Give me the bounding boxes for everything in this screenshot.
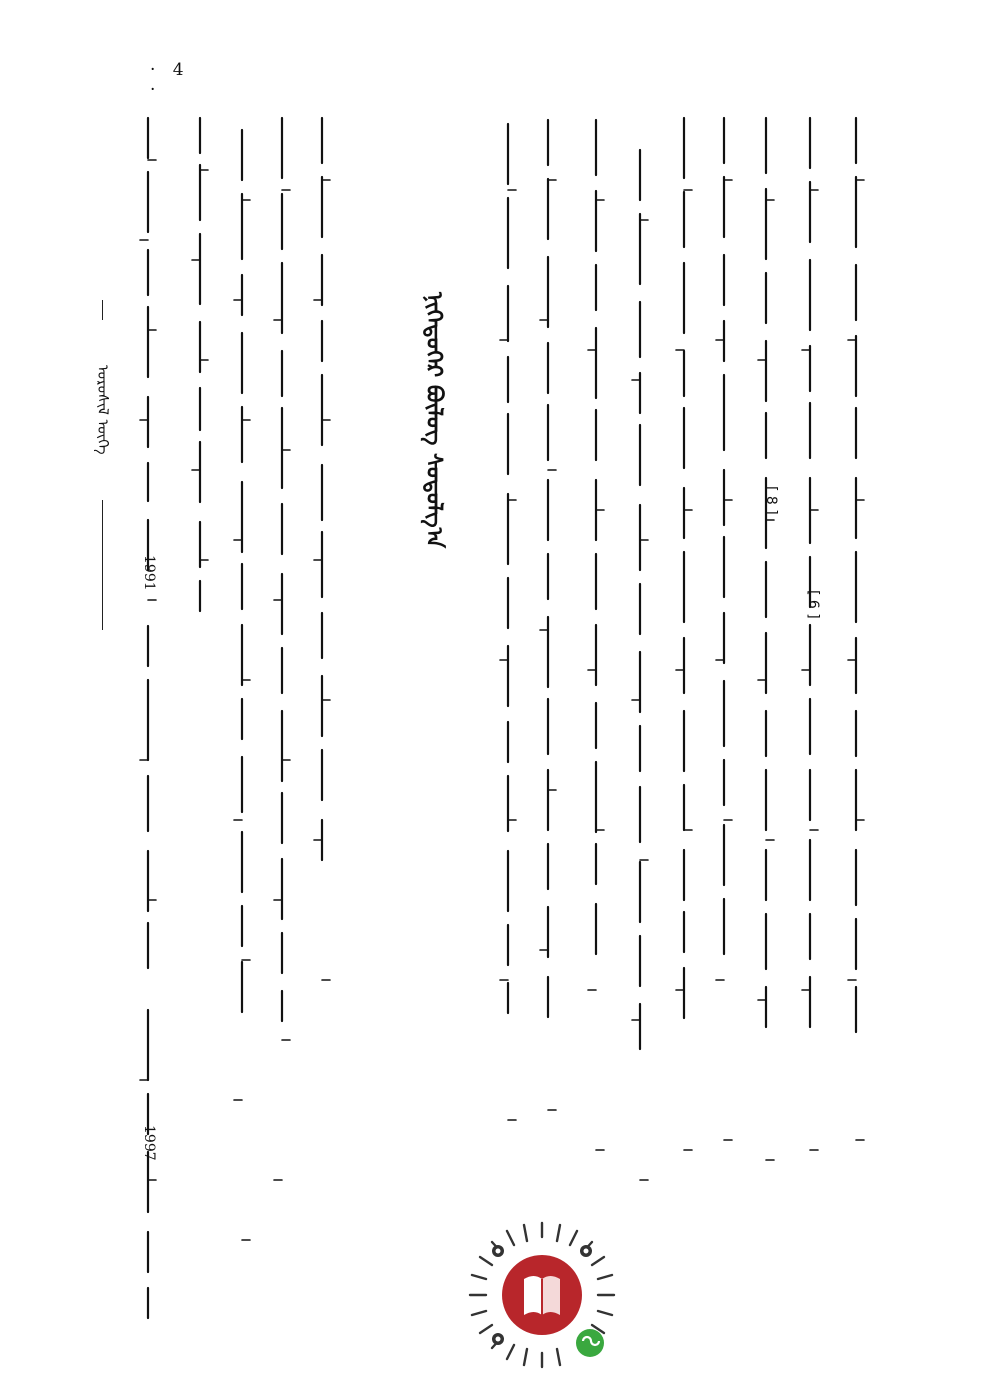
book-icon [524, 1276, 560, 1315]
chat-bubble-icon [576, 1329, 604, 1357]
citation-marker-8: [ 8 ] [763, 486, 779, 515]
qr-code-icon[interactable] [462, 1215, 622, 1375]
running-header-label: ᠣᠷᠣᠰᠢᠯ ᠦᠭᠡ [88, 320, 118, 500]
section-heading: ᠨᠢᠭᠡᠳᠦᠭᠡᠷ ᠪᠦᠯᠦᠭ ᠰᠤᠳᠤᠯᠭ᠎ᠠ [421, 291, 446, 549]
year-ref-1991: 1991 [141, 555, 157, 591]
year-ref-1997: 1997 [141, 1125, 157, 1161]
page-number: · 4 · [150, 60, 190, 100]
citation-marker-6: [ 6 ] [805, 590, 821, 619]
